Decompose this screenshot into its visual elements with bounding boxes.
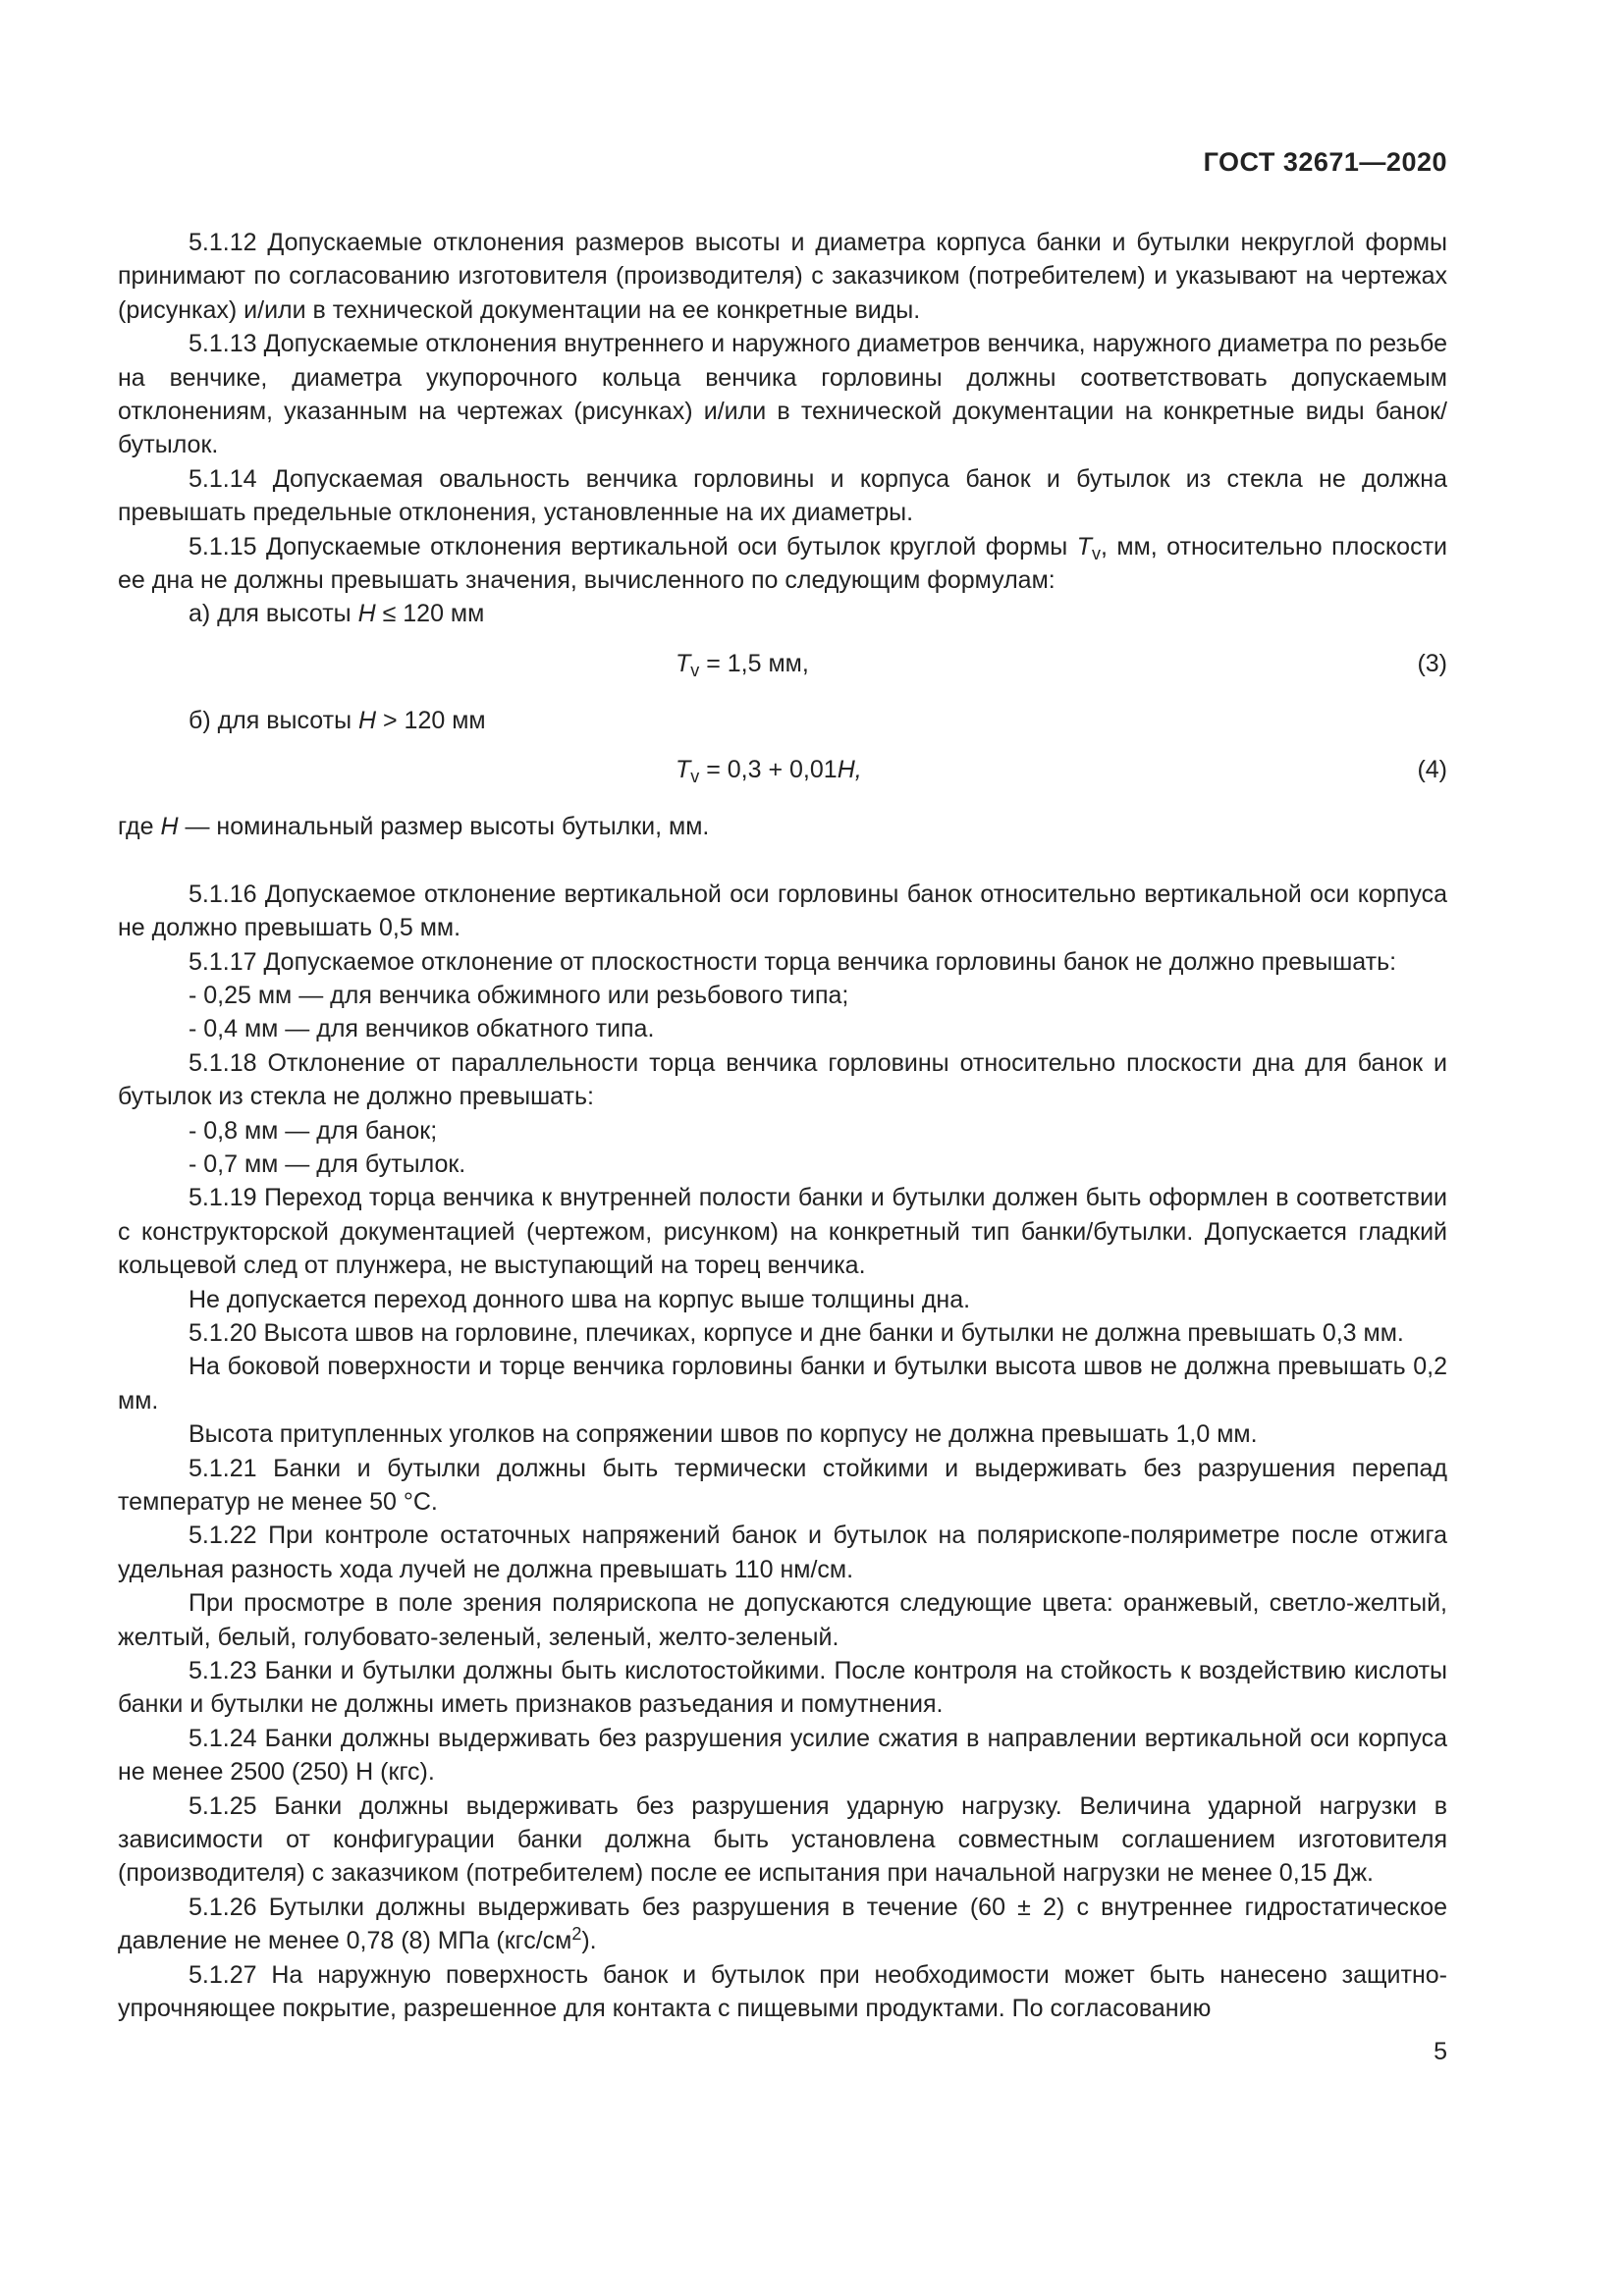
paragraph-5-1-24: 5.1.24 Банки должны выдерживать без разрушения усилие сжатия в направлении вертикальной оси корпуса не менее 2500 (250) Н (кгс). — [118, 1724, 1447, 1787]
formula-where-clause: где H — номинальный размер высоты бутылки, мм. — [118, 813, 710, 841]
paragraph-5-1-23: 5.1.23 Банки и бутылки должны быть кислотостойкими. После контроля на стойкость к воздействию кислоты банки и бутылки не должны иметь признаков разъедания и помутнения. — [118, 1657, 1447, 1719]
paragraph-5-1-26: 5.1.26 Бутылки должны выдерживать без разрушения в течение (60 ± 2) с внутреннее гидростатическое давление не менее 0,78 (8) МПа $(кгс/см^2)$. — [118, 1893, 1447, 1955]
paragraph-5-1-15: 5.1.15 Допускаемые отклонения вертикальной оси бутылок круглой формы $T_v$, мм, относительно плоскости ее дна не должны превышать значения, вычисленного по следующим формулам: — [118, 532, 1448, 595]
paragraph-side-seams: На боковой поверхности и торце венчика горловины банки и бутылки высота швов не должна превышать 0,2 мм. — [118, 1353, 1447, 1415]
list-item: - 0,4 мм — для венчиков обкатного типа. — [189, 1015, 655, 1043]
paragraph-5-1-19: 5.1.19 Переход торца венчика к внутренней полости банки и бутылки должен быть оформлен в соответствии с конструкторской документацией (чертежом, рисунком) на конкретный тип банки/бутылки. Допускается гладкий кольцевой след от плунжера, не выступающий на торец венчика. — [118, 1184, 1447, 1280]
formula-3-expression: $T_v = 1,5$ мм, — [676, 649, 809, 680]
paragraph-5-1-16: 5.1.16 Допускаемое отклонение вертикальной оси горловины банок относительно вертикальной оси корпуса не должно превышать 0,5 мм. — [118, 880, 1447, 942]
condition-a: а) для высоты H ≤ 120 мм — [189, 600, 485, 628]
formula-3-number: (3) — [1417, 649, 1447, 677]
formula-3 — [118, 635, 1447, 692]
page-header-standard: ГОСТ 32671—2020 — [1203, 147, 1447, 177]
paragraph-5-1-17: 5.1.17 Допускаемое отклонение от плоскостности торца венчика горловины банок не должно превышать: — [189, 947, 1397, 976]
paragraph-5-1-21: 5.1.21 Банки и бутылки должны быть термически стойкими и выдерживать без разрушения перепад температур не менее 50 °С. — [118, 1454, 1447, 1516]
page-number: 5 — [1434, 2038, 1447, 2065]
paragraph-5-1-20: 5.1.20 Высота швов на горловине, плечиках, корпусе и дне банки и бутылки не должна превышать 0,3 мм. — [189, 1318, 1404, 1347]
paragraph-seam-note: Не допускается переход донного шва на корпус выше толщины дна. — [189, 1285, 971, 1313]
paragraph-5-1-13: 5.1.13 Допускаемые отклонения внутреннего и наружного диаметров венчика, наружного диаметра по резьбе на венчике, диаметра укупорочного кольца венчика горловины должны соответствовать допускаемым отклонениям, указанным на чертежах (рисунках) и/или в технической документации на конкретные виды банок/бутылок. — [118, 330, 1447, 459]
formula-4-number: (4) — [1417, 756, 1447, 784]
condition-b: б) для высоты H > 120 мм — [189, 706, 486, 734]
paragraph-5-1-12: 5.1.12 Допускаемые отклонения размеров высоты и диаметра корпуса банки и бутылки некруглой формы принимают по согласованию изготовителя (производителя) с заказчиком (потребителем) и указывают на чертежах (рисунках) и/или в технической документации на ее конкретные виды. — [118, 229, 1447, 324]
paragraph-corner-height: Высота притупленных уголков на сопряжении швов по корпусу не должна превышать 1,0 мм. — [189, 1420, 1258, 1449]
paragraph-5-1-25: 5.1.25 Банки должны выдерживать без разрушения ударную нагрузку. Величина ударной нагрузки в зависимости от конфигурации банки должна быть установлена совместным соглашением изготовителя (производителя) с заказчиком (потребителем) после ее испытания при начальной нагрузки не менее 0,15 Дж. — [118, 1791, 1447, 1888]
list-item: - 0,8 мм — для банок; — [189, 1116, 438, 1145]
list-item: - 0,7 мм — для бутылок. — [189, 1149, 466, 1178]
paragraph-5-1-22: 5.1.22 При контроле остаточных напряжений банок и бутылок на полярископе-поляриметре после отжига удельная разность хода лучей не должна превышать 110 нм/см. — [118, 1522, 1447, 1583]
paragraph-5-1-27: 5.1.27 На наружную поверхность банок и бутылок при необходимости может быть нанесено защитно-упрочняющее покрытие, разрешенное для контакта с пищевыми продуктами. По согласованию — [118, 1960, 1447, 2023]
paragraph-5-1-14: 5.1.14 Допускаемая овальность венчика горловины и корпуса банок и бутылок из стекла не должна превышать предельные отклонения, установленные на их диаметры. — [118, 464, 1447, 527]
section-gap — [118, 844, 1447, 878]
document-body — [118, 226, 1447, 2026]
formula-4 — [118, 741, 1447, 798]
paragraph-5-1-18: 5.1.18 Отклонение от параллельности торца венчика горловины относительно плоскости дна для банок и бутылок из стекла не должно превышать: — [118, 1048, 1447, 1111]
paragraph-polariscope-colors: При просмотре в поле зрения полярископа не допускаются следующие цвета: оранжевый, светло-желтый, желтый, белый, голубовато-зеленый, зеленый, желто-зеленый. — [118, 1589, 1447, 1651]
list-item: - 0,25 мм — для венчика обжимного или резьбового типа; — [189, 981, 849, 1009]
formula-4-expression: $T_v = 0,3 + 0,01H$, — [676, 756, 862, 787]
